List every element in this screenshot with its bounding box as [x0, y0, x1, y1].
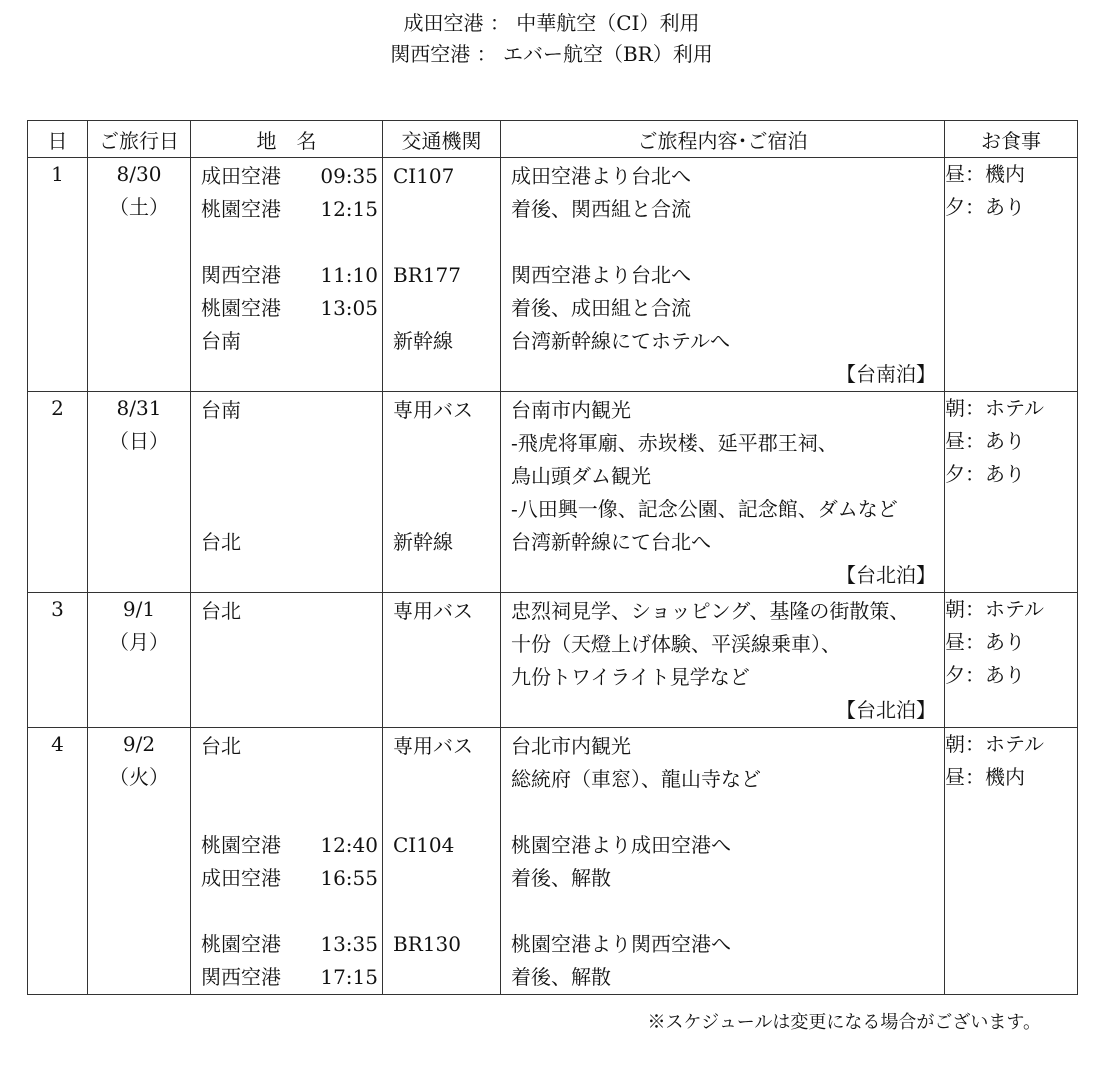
transport-line: 専用バス	[393, 734, 473, 758]
itinerary-line: 関西空港より台北へ	[511, 263, 691, 287]
transport-line	[383, 358, 500, 391]
place-line	[191, 796, 382, 829]
itinerary-line: 九份トワイライト見学など	[511, 665, 750, 689]
itinerary-line	[501, 895, 944, 928]
place-line	[191, 460, 382, 493]
day-number-cell: 4	[28, 728, 88, 995]
meal-line: 朝：ホテル	[945, 396, 1044, 420]
transport-line	[383, 292, 500, 325]
meal-line: 朝：ホテル	[945, 597, 1044, 621]
itinerary-line: 台南市内観光	[511, 398, 631, 422]
place-name: 台北	[201, 599, 241, 623]
table-row	[28, 593, 1078, 728]
transport-line	[383, 862, 500, 895]
place-time: 09:35	[320, 164, 378, 188]
transport-line	[383, 895, 500, 928]
place-line	[191, 493, 382, 526]
place-line	[191, 928, 382, 961]
meal-line: 昼：機内	[945, 162, 1025, 186]
place-name: 台南	[201, 329, 241, 353]
place-line	[191, 325, 382, 358]
itinerary-line: 着後、解散	[511, 866, 611, 890]
overnight-stay: 【台南泊】	[836, 362, 936, 386]
travel-date-cell	[88, 392, 191, 593]
transport-line	[383, 961, 500, 994]
transport-line	[383, 460, 500, 493]
overnight-stay: 【台北泊】	[836, 563, 936, 587]
place-list	[191, 593, 382, 628]
itinerary-line: 台北市内観光	[511, 734, 631, 758]
meals-cell	[945, 728, 1078, 995]
place-line	[191, 961, 382, 994]
transport-line: BR130	[393, 932, 461, 956]
header-travel-date: ご旅行日	[88, 121, 191, 158]
place-list	[191, 158, 382, 391]
place-cell	[191, 392, 383, 593]
table-row	[28, 158, 1078, 392]
place-line	[191, 193, 382, 226]
transport-list	[383, 392, 500, 559]
transport-line	[383, 763, 500, 796]
place-line	[191, 829, 382, 862]
meal-line: 夕：あり	[945, 195, 1025, 219]
itinerary-list	[501, 158, 944, 391]
transport-line: CI107	[393, 164, 455, 188]
day-number-cell: 3	[28, 593, 88, 728]
itinerary-line: 成田空港より台北へ	[511, 164, 691, 188]
itinerary-line: 桃園空港より成田空港へ	[511, 833, 731, 857]
transport-cell	[383, 158, 501, 392]
place-name: 台北	[201, 530, 241, 554]
table-row	[28, 392, 1078, 593]
transport-line	[383, 427, 500, 460]
place-list	[191, 728, 382, 994]
meal-line: 昼：あり	[945, 630, 1025, 654]
place-name: 台北	[201, 734, 241, 758]
itinerary-line: 台湾新幹線にてホテルへ	[511, 329, 730, 353]
meal-line: 夕：あり	[945, 462, 1025, 486]
overnight-stay: 【台北泊】	[836, 698, 936, 722]
itinerary-line: 台湾新幹線にて台北へ	[511, 530, 711, 554]
transport-cell	[383, 392, 501, 593]
place-cell	[191, 593, 383, 728]
place-name: 成田空港	[201, 866, 281, 890]
place-name: 成田空港	[201, 164, 281, 188]
transport-line: 新幹線	[393, 530, 453, 554]
page-header	[0, 8, 1103, 70]
table-header-row	[28, 121, 1078, 158]
place-line	[191, 292, 382, 325]
travel-date-cell	[88, 158, 191, 392]
weekday-text: （土）	[109, 195, 169, 219]
itinerary-list	[501, 593, 944, 727]
transport-cell	[383, 593, 501, 728]
day-number-cell: 2	[28, 392, 88, 593]
itinerary-line: 鳥山頭ダム観光	[511, 464, 651, 488]
travel-date-cell	[88, 593, 191, 728]
header-kansai-line: 関西空港 ： エバー航空（BR）利用	[390, 42, 713, 66]
place-line	[191, 394, 382, 427]
place-name: 関西空港	[201, 965, 281, 989]
itinerary-line: 着後、解散	[511, 965, 611, 989]
place-line	[191, 160, 382, 193]
transport-line: 専用バス	[393, 599, 473, 623]
itinerary-cell	[501, 392, 945, 593]
place-time: 16:55	[320, 866, 378, 890]
place-time: 13:05	[320, 296, 378, 320]
transport-line	[383, 493, 500, 526]
transport-list	[383, 728, 500, 994]
itinerary-line: 着後、成田組と合流	[511, 296, 691, 320]
schedule-change-note: ※スケジュールは変更になる場合がございます。	[647, 1012, 1041, 1033]
date-text: 9/2	[122, 732, 156, 756]
itinerary-line: -飛虎将軍廟、赤崁楼、延平郡王祠、	[511, 431, 838, 455]
place-time: 12:40	[320, 833, 378, 857]
transport-list	[383, 158, 500, 391]
transport-line: BR177	[393, 263, 461, 287]
place-name: 桃園空港	[201, 197, 281, 221]
place-name: 関西空港	[201, 263, 281, 287]
itinerary-line: -八田興一像、記念公園、記念館、ダムなど	[511, 497, 898, 521]
place-time: 17:15	[320, 965, 378, 989]
place-line	[191, 595, 382, 628]
place-name: 桃園空港	[201, 932, 281, 956]
place-line	[191, 862, 382, 895]
meal-line: 昼：機内	[945, 765, 1025, 789]
itinerary-line: 忠烈祠見学、ショッピング、基隆の街散策、	[511, 599, 910, 623]
place-list	[191, 392, 382, 559]
itinerary-line: 着後、関西組と合流	[511, 197, 691, 221]
date-text: 8/30	[116, 162, 162, 186]
weekday-text: （火）	[109, 765, 169, 789]
place-cell	[191, 728, 383, 995]
itinerary-line	[501, 796, 944, 829]
place-name: 桃園空港	[201, 833, 281, 857]
header-place: 地 名	[191, 121, 383, 158]
itinerary-line	[501, 226, 944, 259]
place-line	[191, 427, 382, 460]
table-body	[28, 158, 1078, 995]
place-time: 12:15	[320, 197, 378, 221]
meals-cell	[945, 392, 1078, 593]
date-text: 8/31	[116, 396, 162, 420]
place-line	[191, 730, 382, 763]
itinerary-line: 桃園空港より関西空港へ	[511, 932, 731, 956]
meal-line: 朝：ホテル	[945, 732, 1044, 756]
place-cell	[191, 158, 383, 392]
weekday-text: （月）	[109, 630, 169, 654]
itinerary-cell	[501, 593, 945, 728]
travel-date-cell	[88, 728, 191, 995]
place-line	[191, 358, 382, 391]
itinerary-line: 総統府（車窓）、龍山寺など	[511, 767, 761, 791]
weekday-text: （日）	[109, 429, 169, 453]
place-name: 台南	[201, 398, 241, 422]
transport-line: 専用バス	[393, 398, 473, 422]
itinerary-list	[501, 728, 944, 994]
meal-line: 昼：あり	[945, 429, 1025, 453]
place-name: 桃園空港	[201, 296, 281, 320]
table-row	[28, 728, 1078, 995]
header-transport: 交通機関	[383, 121, 501, 158]
transport-line	[383, 796, 500, 829]
transport-line	[383, 226, 500, 259]
itinerary-list	[501, 392, 944, 592]
transport-line	[383, 193, 500, 226]
place-line	[191, 259, 382, 292]
place-line	[191, 226, 382, 259]
date-text: 9/1	[122, 597, 156, 621]
transport-cell	[383, 728, 501, 995]
transport-line: CI104	[393, 833, 455, 857]
transport-line: 新幹線	[393, 329, 453, 353]
meals-cell	[945, 158, 1078, 392]
place-time: 13:35	[320, 932, 378, 956]
place-time: 11:10	[320, 263, 378, 287]
meals-cell	[945, 593, 1078, 728]
schedule-table	[27, 120, 1078, 995]
transport-list	[383, 593, 500, 628]
itinerary-line: 十份（天燈上げ体験、平渓線乗車）、	[511, 632, 841, 656]
itinerary-cell	[501, 728, 945, 995]
day-number-cell: 1	[28, 158, 88, 392]
itinerary-cell	[501, 158, 945, 392]
place-line	[191, 895, 382, 928]
header-itinerary: ご旅程内容･ご宿泊	[501, 121, 945, 158]
place-line	[191, 763, 382, 796]
header-day: 日	[28, 121, 88, 158]
header-narita-line: 成田空港 ： 中華航空（CI）利用	[403, 11, 700, 35]
meal-line: 夕：あり	[945, 663, 1025, 687]
place-line	[191, 526, 382, 559]
header-meals: お食事	[945, 121, 1078, 158]
